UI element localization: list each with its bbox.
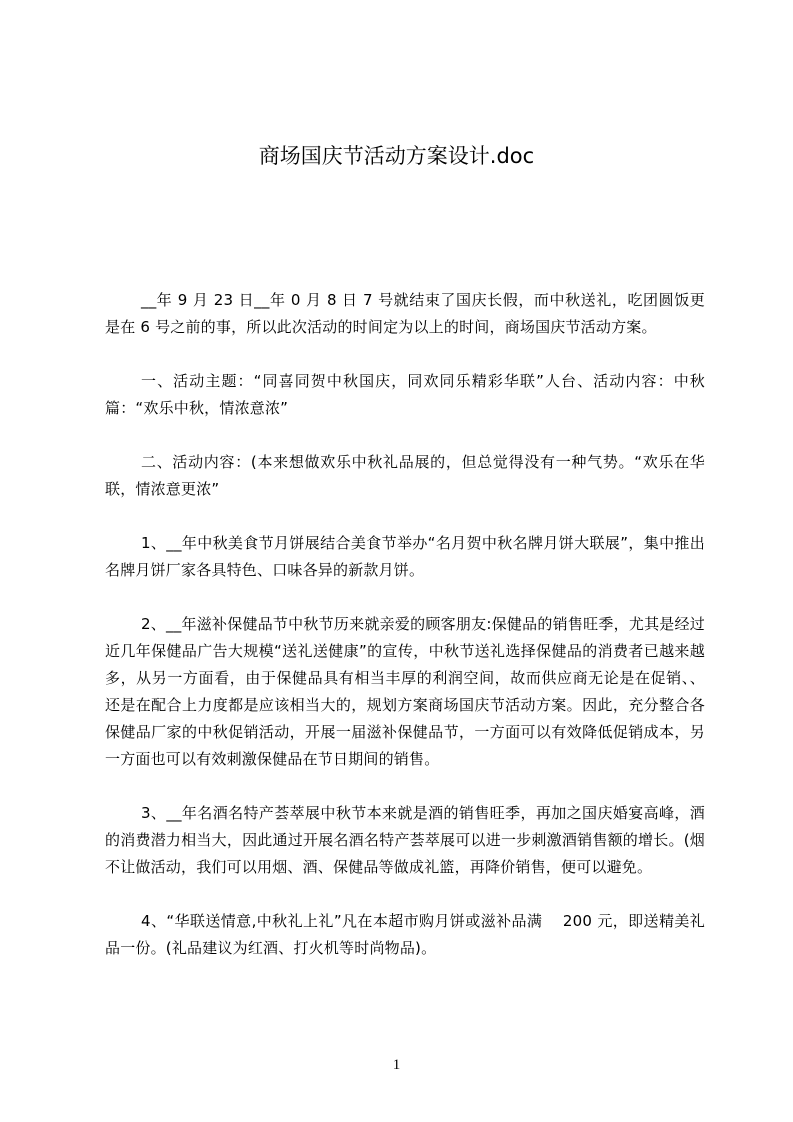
document-body — [105, 287, 705, 989]
paragraph-item-1: 1、__年中秋美食节月饼展结合美食节举办“名月贺中秋名牌月饼大联展”，集中推出名牌月饼厂家各具特色、口味各异的新款月饼。 — [105, 534, 705, 579]
paragraph-activity-content: 二、活动内容：(本来想做欢乐中秋礼品展的，但总觉得没有一种气势。“欢乐在华联，情浓意更浓” — [105, 453, 705, 498]
paragraph-item-2: 2、__年滋补保健品节中秋节历来就亲爱的顾客朋友:保健品的销售旺季，尤其是经过近几年保健品广告大规模“送礼送健康”的宣传，中秋节送礼选择保健品的消费者已越来越多，从另一方面看，由于保健品具有相当丰厚的利润空间，故而供应商无论是在促销、、还是在配合上力度都是应该相当大的，规划方案商场国庆节活动方案。因此，充分整合各保健品厂家的中秋促销活动，开展一届滋补保健品节，一方面可以有效降低促销成本，另一方面也可以有效刺激保健品在节日期间的销售。 — [105, 615, 705, 768]
paragraph-intro: __年 9 月 23 日__年 0 月 8 日 7 号就结束了国庆长假，而中秋送礼，吃团圆饭更是在 6 号之前的事，所以此次活动的时间定为以上的时间，商场国庆节活动方案。 — [105, 291, 705, 336]
document-title: 商场国庆节活动方案设计.doc — [258, 144, 535, 168]
paragraph-item-3: 3、__年名酒名特产荟萃展中秋节本来就是酒的销售旺季，再加之国庆婚宴高峰，酒的消费潜力相当大，因此通过开展名酒名特产荟萃展可以进一步刺激酒销售额的增长。(烟不让做活动，我们可以用烟、酒、保健品等做成礼篮，再降价销售，便可以避免。 — [105, 804, 705, 876]
page-number: 1 — [392, 1057, 401, 1073]
paragraph-item-4: 4、“华联送情意,中秋礼上礼”凡在本超市购月饼或滋补品满 200 元，即送精美礼品一份。(礼品建议为红酒、打火机等时尚物品)。 — [105, 912, 705, 957]
paragraph-activity-theme: 一、活动主题：“同喜同贺中秋国庆，同欢同乐精彩华联”人台、活动内容：中秋篇：“欢乐中秋，情浓意浓” — [105, 372, 705, 417]
